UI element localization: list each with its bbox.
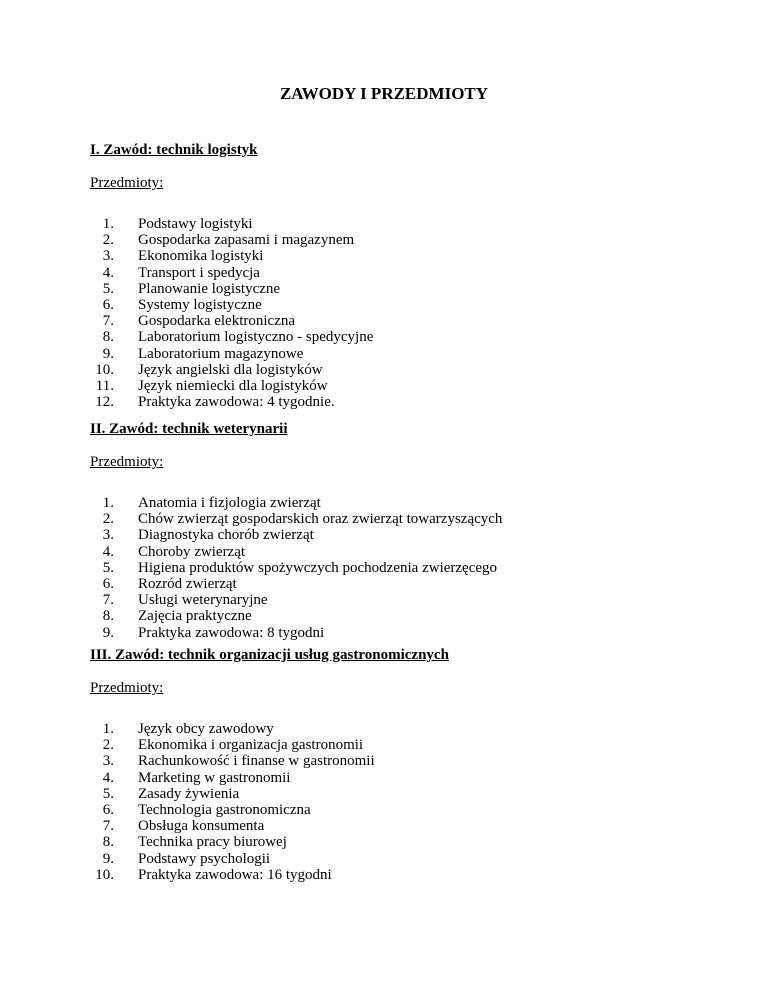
list-item	[90, 802, 730, 818]
list-item-number: 1.	[102, 495, 114, 511]
list-item-number: 5.	[102, 280, 114, 297]
list-item	[90, 378, 730, 394]
list-item-text: Podstawy logistyki	[138, 216, 253, 232]
list-item-number: 7.	[102, 313, 114, 330]
list-item-number: 12.	[95, 394, 114, 411]
list-item-text: Język niemiecki dla logistyków	[138, 377, 328, 394]
list-item-text: Podstawy psychologii	[138, 850, 271, 867]
list-item-text: Planowanie logistyczne	[138, 280, 281, 297]
list-item-text: Praktyka zawodowa: 16 tygodni	[138, 866, 332, 883]
list-item-number: 4.	[102, 769, 114, 786]
list-item-text: Systemy logistyczne	[138, 296, 262, 313]
list-item-text: Ekonomika logistyki	[138, 248, 264, 265]
section-technik-organizacji-uslug-gastronomicznych	[90, 646, 730, 883]
list-item-number: 6.	[102, 296, 114, 313]
list-item	[90, 544, 730, 560]
subject-list	[90, 721, 730, 883]
list-item-text: Higiena produktów spożywczych pochodzenia zwierzęcego	[138, 559, 498, 576]
list-item-text: Chów zwierząt gospodarskich oraz zwierząt towarzyszących	[138, 511, 503, 528]
list-item-number: 10.	[95, 866, 114, 883]
list-item-number: 5.	[102, 559, 114, 576]
list-item-text: Marketing w gastronomii	[138, 769, 291, 786]
list-item	[90, 313, 730, 329]
list-item	[90, 394, 730, 410]
list-item	[90, 346, 730, 362]
list-item-text: Ekonomika i organizacja gastronomii	[138, 737, 364, 754]
page-title: ZAWODY I PRZEDMIOTY	[279, 84, 489, 103]
list-item	[90, 818, 730, 834]
list-item-number: 2.	[102, 511, 114, 528]
list-item-number: 4.	[102, 264, 114, 281]
list-item-text: Laboratorium logistyczno - spedycyjne	[138, 329, 374, 346]
list-item	[90, 770, 730, 786]
section-technik-logistyk	[90, 141, 730, 410]
list-item-text: Zajęcia praktyczne	[138, 608, 252, 625]
list-item	[90, 511, 730, 527]
list-item	[90, 297, 730, 313]
list-item-text: Usługi weterynaryjne	[138, 592, 268, 609]
subjects-label: Przedmioty:	[90, 175, 164, 191]
list-item	[90, 216, 730, 232]
list-item-number: 5.	[102, 785, 114, 802]
list-item-text: Choroby zwierząt	[138, 543, 246, 560]
list-item	[90, 625, 730, 641]
list-item-number: 4.	[102, 543, 114, 560]
section-heading: III. Zawód: technik organizacji usług gastronomicznych	[90, 647, 449, 663]
section-heading: I. Zawód: technik logistyk	[90, 142, 258, 158]
list-item-text: Praktyka zawodowa: 8 tygodni	[138, 624, 325, 641]
list-item	[90, 592, 730, 608]
list-item	[90, 608, 730, 624]
list-item-text: Język obcy zawodowy	[138, 721, 274, 737]
list-item-text: Zasady żywienia	[138, 785, 240, 802]
list-item-number: 2.	[102, 737, 114, 754]
list-item	[90, 248, 730, 264]
list-item-number: 9.	[102, 850, 114, 867]
list-item-number: 2.	[102, 232, 114, 249]
list-item	[90, 867, 730, 883]
list-item	[90, 495, 730, 511]
list-item-number: 9.	[102, 345, 114, 362]
list-item-number: 8.	[102, 608, 114, 625]
list-item-number: 3.	[102, 527, 114, 544]
section-heading: II. Zawód: technik weterynarii	[90, 421, 288, 437]
list-item-text: Rachunkowość i finanse w gastronomii	[138, 753, 375, 770]
list-item	[90, 362, 730, 378]
list-item-number: 8.	[102, 834, 114, 851]
list-item-text: Laboratorium magazynowe	[138, 345, 304, 362]
list-item	[90, 232, 730, 248]
list-item-number: 8.	[102, 329, 114, 346]
list-item	[90, 576, 730, 592]
subjects-label: Przedmioty:	[90, 454, 164, 470]
list-item-number: 11.	[95, 377, 114, 394]
list-item-text: Technologia gastronomiczna	[138, 801, 311, 818]
list-item	[90, 560, 730, 576]
list-item-number: 1.	[102, 721, 114, 737]
list-item-text: Gospodarka zapasami i magazynem	[138, 232, 355, 249]
list-item	[90, 786, 730, 802]
list-item	[90, 753, 730, 769]
list-item-text: Język angielski dla logistyków	[138, 361, 323, 378]
section-technik-weterynarii	[90, 420, 730, 641]
subject-list	[90, 495, 730, 641]
list-item-number: 9.	[102, 624, 114, 641]
list-item	[90, 851, 730, 867]
list-item	[90, 737, 730, 753]
list-item	[90, 721, 730, 737]
list-item	[90, 265, 730, 281]
list-item-text: Obsługa konsumenta	[138, 818, 265, 835]
list-item-number: 1.	[102, 216, 114, 232]
list-item-text: Technika pracy biurowej	[138, 834, 287, 851]
list-item-number: 10.	[95, 361, 114, 378]
subject-list	[90, 216, 730, 410]
list-item-text: Transport i spedycja	[138, 264, 260, 281]
list-item-text: Praktyka zawodowa: 4 tygodnie.	[138, 394, 335, 411]
list-item-number: 7.	[102, 592, 114, 609]
list-item	[90, 834, 730, 850]
list-item	[90, 527, 730, 543]
list-item-number: 3.	[102, 753, 114, 770]
list-item-number: 3.	[102, 248, 114, 265]
list-item-number: 7.	[102, 818, 114, 835]
list-item-text: Rozród zwierząt	[138, 575, 237, 592]
list-item	[90, 329, 730, 345]
list-item-text: Diagnostyka chorób zwierząt	[138, 527, 314, 544]
list-item-number: 6.	[102, 575, 114, 592]
list-item-text: Anatomia i fizjologia zwierząt	[138, 495, 321, 511]
list-item-number: 6.	[102, 801, 114, 818]
subjects-label: Przedmioty:	[90, 680, 164, 696]
list-item-text: Gospodarka elektroniczna	[138, 313, 296, 330]
list-item	[90, 281, 730, 297]
